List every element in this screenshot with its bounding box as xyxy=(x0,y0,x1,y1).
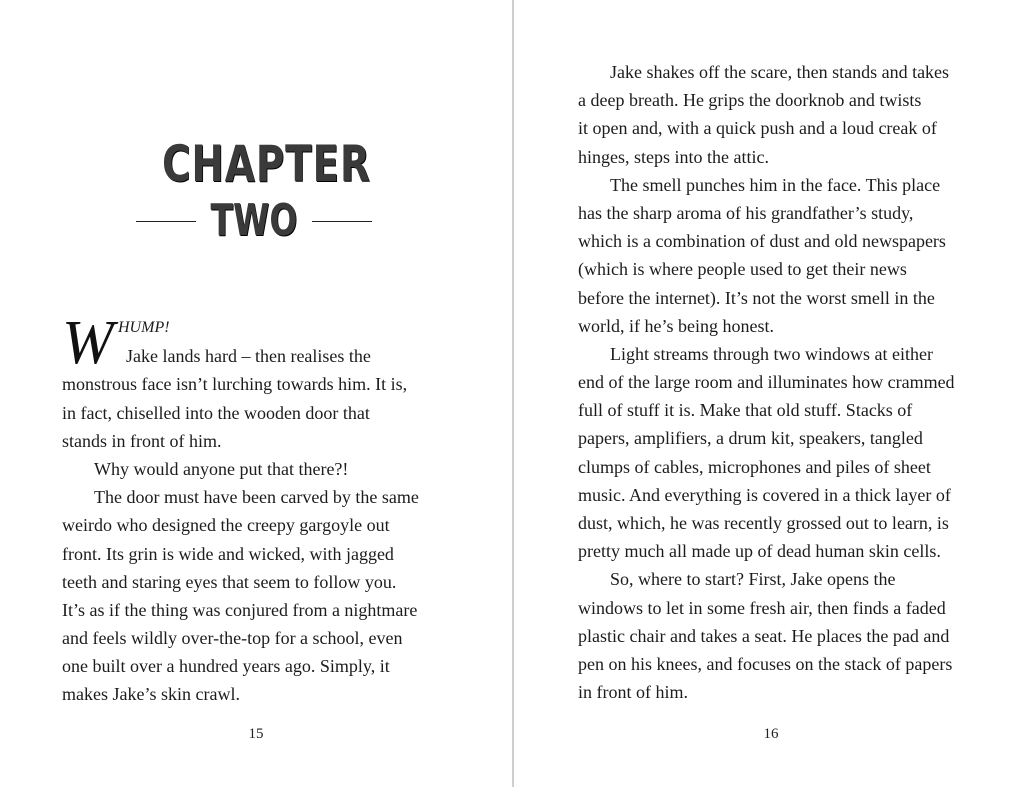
body-line: and feels wildly over-the-top for a school, even xyxy=(62,628,403,649)
body-line: Jake shakes off the scare, then stands and takes xyxy=(610,62,950,82)
body-line: dust, which, he was recently grossed out to learn, is xyxy=(578,513,949,533)
body-line: one built over a hundred years ago. Simply, it xyxy=(62,656,390,677)
opening-paragraph-start xyxy=(62,309,452,377)
left-body-text xyxy=(62,309,452,709)
body-line: monstrous face isn’t lurching towards him. It is, xyxy=(62,374,408,395)
body-line: has the sharp aroma of his grandfather’s study, xyxy=(578,202,914,223)
body-line: Light streams through two windows at either xyxy=(610,343,933,364)
body-line: Why would anyone put that there?! xyxy=(94,458,349,479)
body-line: it open and, with a quick push and a loud creak of xyxy=(578,118,937,139)
body-line: The smell punches him in the face. This place xyxy=(610,174,941,195)
drop-cap: W xyxy=(62,309,114,377)
drop-cap-tail: HUMP! xyxy=(118,319,170,336)
body-line: clumps of cables, microphones and piles of sheet xyxy=(578,456,931,477)
chapter-number: TWO xyxy=(210,195,298,246)
chapter-word: CHAPTER xyxy=(161,135,371,193)
body-line: world, if he’s being honest. xyxy=(578,315,774,336)
body-line: The door must have been carved by the same xyxy=(94,487,419,508)
body-line: end of the large room and illuminates how crammed xyxy=(578,372,955,393)
body-line: front. Its grin is wide and wicked, with jagged xyxy=(62,543,394,564)
body-line: makes Jake’s skin crawl. xyxy=(62,684,240,705)
body-line: plastic chair and takes a seat. He places the pad and xyxy=(578,625,950,646)
body-line: So, where to start? First, Jake opens the xyxy=(610,569,896,590)
body-line: before the internet). It’s not the worst smell in the xyxy=(578,287,935,308)
chapter-number-row xyxy=(136,196,372,246)
left-body-lines xyxy=(62,370,452,708)
body-line: in fact, chiselled into the wooden door that xyxy=(62,402,370,423)
body-line: windows to let in some fresh air, then finds a faded xyxy=(578,597,946,618)
body-line: hinges, steps into the attic. xyxy=(578,146,769,167)
page-number: 16 xyxy=(763,726,779,742)
body-line: teeth and staring eyes that seem to follow you. xyxy=(62,571,397,592)
body-line: papers, amplifiers, a drum kit, speakers, tangled xyxy=(578,428,923,449)
heading-rule-right xyxy=(312,221,372,222)
body-line: weirdo who designed the creepy gargoyle out xyxy=(62,515,390,536)
page-number: 15 xyxy=(248,726,264,742)
body-line: full of stuff it is. Make that old stuff. Stacks of xyxy=(578,400,913,421)
body-line: which is a combination of dust and old newspapers xyxy=(578,231,946,252)
body-line: Jake lands hard – then realises the xyxy=(126,346,371,367)
body-line: music. And everything is covered in a thick layer of xyxy=(578,484,951,505)
body-line: pretty much all made up of dead human skin cells. xyxy=(578,541,941,562)
body-line: (which is where people used to get their news xyxy=(578,259,907,280)
body-line: stands in front of him. xyxy=(62,430,222,451)
right-body-text xyxy=(578,58,978,706)
body-line: It’s as if the thing was conjured from a nightmare xyxy=(62,599,418,620)
right-body-lines xyxy=(578,58,978,706)
body-line: pen on his knees, and focuses on the stack of papers xyxy=(578,653,953,674)
body-line: in front of him. xyxy=(578,682,688,703)
body-line: a deep breath. He grips the doorknob and twists xyxy=(578,90,922,111)
chapter-heading xyxy=(136,134,372,246)
